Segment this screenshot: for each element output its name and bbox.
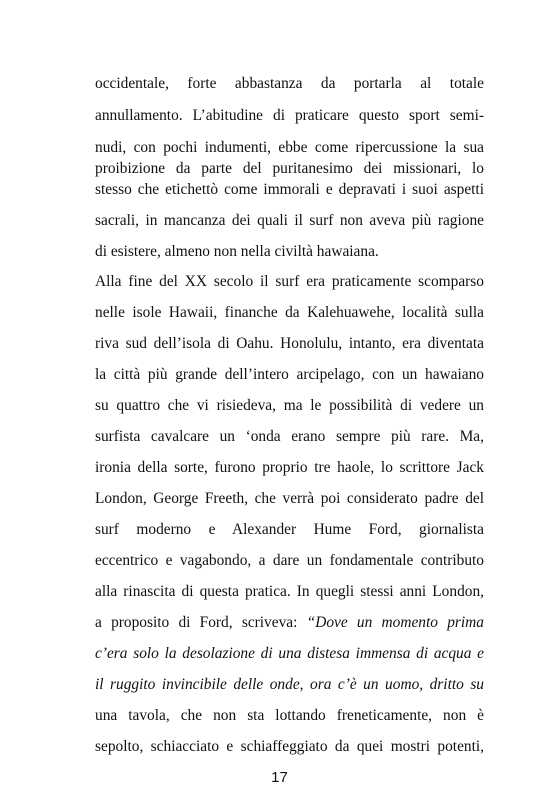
- text-line: sepolto, schiacciato e schiaffeggiato da quei mostri potenti,: [95, 738, 484, 755]
- text-line: surfista cavalcare un ‘onda erano sempre più rare. Ma,: [95, 428, 484, 445]
- text-line: nudi, con pochi indumenti, ebbe come ripercussione la sua: [95, 139, 484, 156]
- text-line: occidentale, forte abbastanza da portarla al totale: [95, 75, 484, 92]
- text-line: [95, 613, 484, 633]
- text-line: su quattro che vi risiedeva, ma le possibilità di vedere un: [95, 397, 484, 414]
- text-line: la città più grande dell’intero arcipelago, con un hawaiano: [95, 366, 484, 383]
- text-line: Alla fine del XX secolo il surf era praticamente scomparso: [95, 273, 484, 290]
- text-line: ironia della sorte, furono proprio tre haole, lo scrittore Jack: [95, 459, 484, 476]
- text-line: sacrali, in mancanza dei quali il surf non aveva più ragione: [95, 212, 484, 229]
- text-line: una tavola, che non sta lottando freneticamente, non è: [95, 707, 484, 724]
- quote-line: il ruggito invincibile delle onde, ora c’è un uomo, dritto su: [95, 676, 484, 693]
- text-line: proibizione da parte del puritanesimo dei missionari, lo: [95, 160, 484, 177]
- quote-line: c’era solo la desolazione di una distesa immensa di acqua e: [95, 645, 484, 662]
- text-line: riva sud dell’isola di Oahu. Honolulu, intanto, era diventata: [95, 335, 484, 352]
- quote-segment: “Dove un momento prima: [306, 614, 484, 631]
- text-line: alla rinascita di questa pratica. In quegli stessi anni London,: [95, 583, 484, 600]
- text-line: stesso che etichettò come immorali e depravati i suoi aspetti: [95, 181, 484, 198]
- text-line: London, George Freeth, che verrà poi considerato padre del: [95, 490, 484, 507]
- text-line: annullamento. L’abitudine di praticare questo sport semi-: [95, 107, 484, 124]
- page-number: 17: [271, 769, 288, 786]
- text-line: nelle isole Hawaii, finanche da Kalehuawehe, località sulla: [95, 304, 484, 321]
- text-line: eccentrico e vagabondo, a dare un fondamentale contributo: [95, 552, 484, 569]
- text-line: surf moderno e Alexander Hume Ford, giornalista: [95, 521, 484, 538]
- text-line: di esistere, almeno non nella civiltà hawaiana.: [95, 243, 379, 260]
- text-segment: a proposito di Ford, scriveva:: [95, 614, 298, 631]
